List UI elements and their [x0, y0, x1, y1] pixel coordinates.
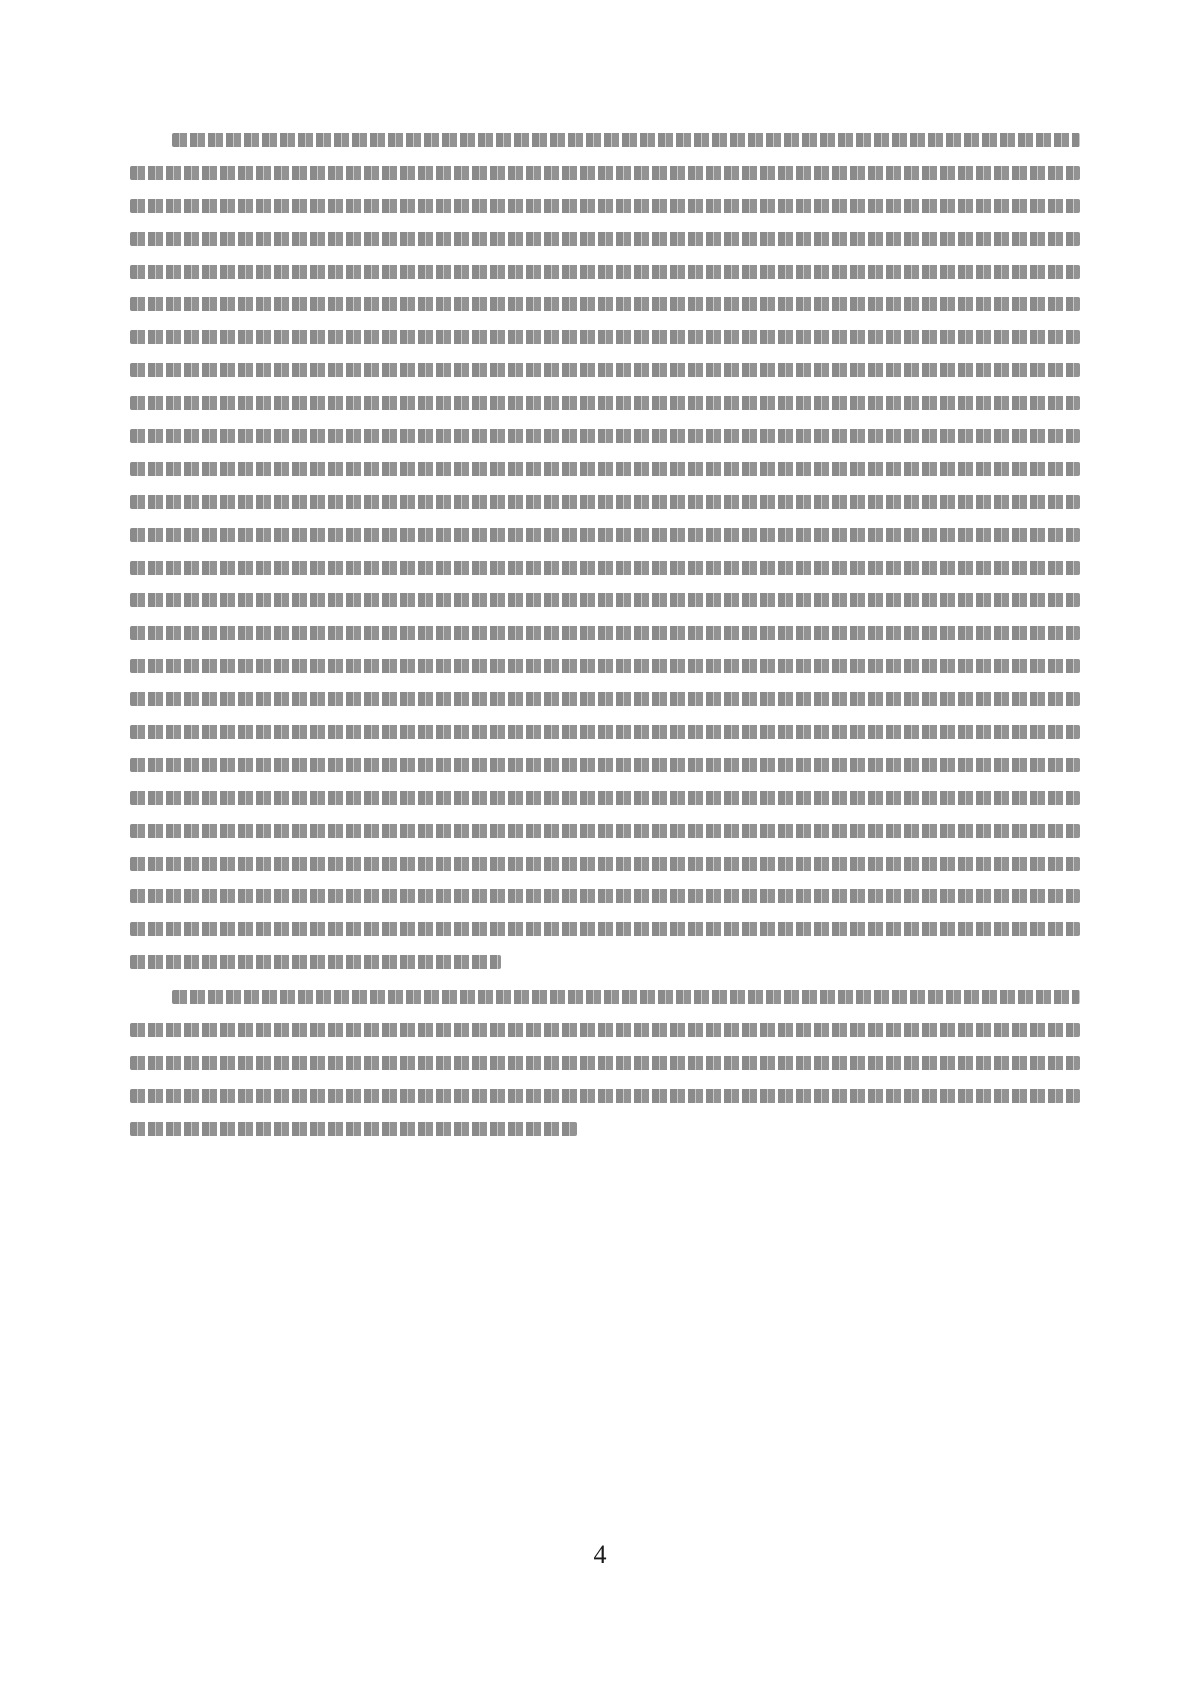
- text-line-placeholder: [172, 990, 1080, 1004]
- text-line-placeholder: [130, 824, 1080, 838]
- text-line: [130, 221, 1080, 254]
- text-line-placeholder: [130, 857, 1080, 871]
- page-number: 4: [593, 1540, 607, 1569]
- text-line: [130, 517, 1080, 550]
- text-line: [130, 122, 1080, 155]
- text-line: [130, 1045, 1080, 1078]
- text-line-placeholder: [130, 561, 1080, 575]
- text-line-placeholder: [172, 133, 1080, 147]
- text-line-placeholder: [130, 1056, 1080, 1070]
- text-line-placeholder: [130, 297, 1080, 311]
- text-line: [130, 550, 1080, 583]
- text-line: [130, 188, 1080, 221]
- text-line-placeholder: [130, 1122, 577, 1136]
- text-line-placeholder: [130, 462, 1080, 476]
- body-paragraph-1: [130, 122, 1080, 977]
- text-line: [130, 615, 1080, 648]
- text-line-placeholder: [130, 725, 1080, 739]
- text-line: [130, 979, 1080, 1012]
- text-line-placeholder: [130, 429, 1080, 443]
- text-line: [130, 155, 1080, 188]
- text-line: [130, 1012, 1080, 1045]
- text-line-placeholder: [130, 889, 1080, 903]
- text-line: [130, 780, 1080, 813]
- text-line: [130, 286, 1080, 319]
- text-line-placeholder: [130, 232, 1080, 246]
- text-line-placeholder: [130, 659, 1080, 673]
- text-line: [130, 582, 1080, 615]
- text-line: [130, 648, 1080, 681]
- text-line-placeholder: [130, 495, 1080, 509]
- text-line: [130, 484, 1080, 517]
- text-line-placeholder: [130, 1023, 1080, 1037]
- text-line-placeholder: [130, 692, 1080, 706]
- text-line-placeholder: [130, 199, 1080, 213]
- body-paragraph-2: [130, 979, 1080, 1143]
- text-line: [130, 352, 1080, 385]
- text-line-placeholder: [130, 791, 1080, 805]
- text-line: [130, 319, 1080, 352]
- text-line: [130, 1111, 1080, 1144]
- text-line: [130, 714, 1080, 747]
- text-line-placeholder: [130, 593, 1080, 607]
- text-line-placeholder: [130, 363, 1080, 377]
- text-line-placeholder: [130, 528, 1080, 542]
- text-line-placeholder: [130, 758, 1080, 772]
- text-line: [130, 747, 1080, 780]
- text-line: [130, 451, 1080, 484]
- text-line: [130, 944, 1080, 977]
- text-line: [130, 254, 1080, 287]
- text-line: [130, 878, 1080, 911]
- text-line-placeholder: [130, 922, 1080, 936]
- text-line-placeholder: [130, 1089, 1080, 1103]
- text-line-placeholder: [130, 396, 1080, 410]
- text-line-placeholder: [130, 330, 1080, 344]
- text-line-placeholder: [130, 265, 1080, 279]
- text-line-placeholder: [130, 166, 1080, 180]
- text-line: [130, 846, 1080, 879]
- text-line: [130, 681, 1080, 714]
- text-line: [130, 385, 1080, 418]
- text-line-placeholder: [130, 626, 1080, 640]
- text-line-placeholder: [130, 955, 501, 969]
- text-line: [130, 418, 1080, 451]
- text-line: [130, 1078, 1080, 1111]
- text-line: [130, 813, 1080, 846]
- text-line: [130, 911, 1080, 944]
